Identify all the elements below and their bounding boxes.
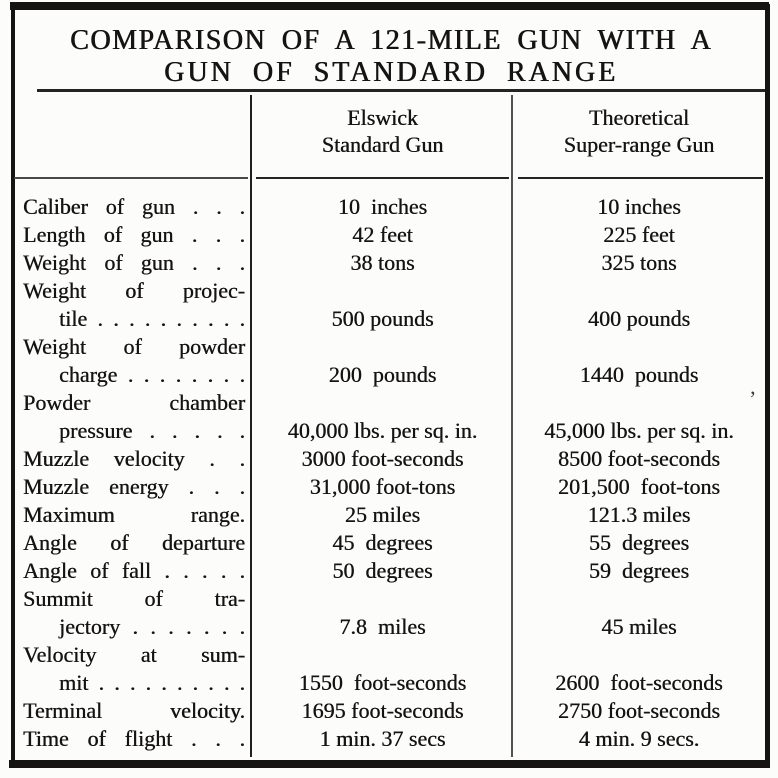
super-range-gun-value: 1440 pounds xyxy=(579,362,699,387)
standard-gun-value: 200 pounds xyxy=(328,362,437,387)
row-label-line: charge . . . . . . . . xyxy=(59,362,245,387)
row-label xyxy=(15,641,252,697)
row-label-line: tile . . . . . . . . . . xyxy=(59,306,245,331)
super-range-gun-value: 8500 foot-seconds xyxy=(558,446,720,471)
table-row xyxy=(15,193,765,221)
super-range-gun-value: 55 degrees xyxy=(588,530,690,555)
row-label-line: mit . . . . . . . . . . xyxy=(59,670,245,695)
super-range-gun-value: 10 inches xyxy=(597,194,681,219)
table-title-line2: GUN OF STANDARD RANGE xyxy=(163,57,619,88)
row-label-line: jectory . . . . . . . xyxy=(59,614,245,639)
row-label-line: pressure . . . . . xyxy=(59,418,245,443)
table-row xyxy=(15,641,765,697)
table-row xyxy=(15,697,765,725)
standard-gun-value: 3000 foot-seconds xyxy=(301,446,464,471)
row-label-line: Weight of powder xyxy=(23,334,245,359)
row-label xyxy=(15,193,252,221)
row-label xyxy=(15,445,252,473)
row-label-line: Velocity at sum- xyxy=(23,642,245,667)
row-label xyxy=(15,725,252,753)
table-row xyxy=(15,333,765,389)
header-underline-label-column xyxy=(14,177,248,179)
row-label xyxy=(15,585,252,641)
row-label-line: Weight of projec- xyxy=(23,278,245,303)
row-label xyxy=(15,501,252,529)
row-label-line: Powder chamber xyxy=(23,390,245,415)
standard-gun-value: 25 miles xyxy=(344,502,421,527)
row-label xyxy=(15,277,252,333)
super-range-gun-value: 45 miles xyxy=(601,614,677,639)
standard-gun-value: 40,000 lbs. per sq. in. xyxy=(287,418,478,443)
standard-gun-value: 500 pounds xyxy=(331,306,434,331)
table-row xyxy=(15,501,765,529)
table-row xyxy=(15,529,765,557)
standard-gun-value: 38 tons xyxy=(350,250,415,275)
standard-gun-value: 1695 foot-seconds xyxy=(301,698,464,723)
scan-artifact-mark: ’ xyxy=(749,386,757,411)
row-label xyxy=(15,249,252,277)
table-row xyxy=(15,557,765,585)
super-range-gun-value: 59 degrees xyxy=(588,558,690,583)
frame-border-top xyxy=(10,2,769,10)
row-label-line: Weight of gun . . . xyxy=(23,250,245,275)
frame-border-bottom xyxy=(9,760,770,768)
frame-border-right xyxy=(765,4,770,762)
table-row xyxy=(15,389,765,445)
row-label-line: Angle of fall . . . . . xyxy=(23,558,245,583)
row-label-line: Length of gun . . . xyxy=(23,222,245,247)
standard-gun-value: 10 inches xyxy=(337,194,428,219)
table-row xyxy=(15,277,765,333)
header-underline-standard-column xyxy=(256,177,509,179)
standard-gun-value: 1550 foot-seconds xyxy=(298,670,467,695)
row-label-line: Maximum range. xyxy=(23,502,245,527)
row-label-line: Summit of tra- xyxy=(23,586,245,611)
row-label xyxy=(15,697,252,725)
row-label-line: Caliber of gun . . . xyxy=(23,194,245,219)
row-label xyxy=(15,557,252,585)
table-row xyxy=(15,445,765,473)
super-range-gun-value: 325 tons xyxy=(601,250,677,275)
super-range-gun-value: 225 feet xyxy=(603,222,675,247)
header-underline-super-column xyxy=(518,177,763,179)
standard-gun-value: 1 min. 37 secs xyxy=(319,726,446,751)
standard-gun-value: 50 degrees xyxy=(332,558,433,583)
table-title-line1: COMPARISON OF A 121-MILE GUN WITH A xyxy=(69,25,713,56)
column-header-super-range-gun xyxy=(513,104,765,158)
super-range-gun-value: 4 min. 9 secs. xyxy=(578,726,700,751)
super-range-gun-value: 201,500 foot-tons xyxy=(558,474,720,499)
super-range-gun-value: 2600 foot-seconds xyxy=(555,670,723,695)
title-underline-rule xyxy=(37,89,765,92)
table-row xyxy=(15,473,765,501)
column-header-standard-line2: Standard Gun xyxy=(321,132,444,157)
column-header-super-line1: Theoretical xyxy=(588,105,690,130)
table-row xyxy=(15,221,765,249)
standard-gun-value: 42 feet xyxy=(352,222,413,247)
standard-gun-value: 45 degrees xyxy=(332,530,433,555)
table-body xyxy=(15,193,765,753)
super-range-gun-value: 45,000 lbs. per sq. in. xyxy=(544,418,734,443)
table-row xyxy=(15,725,765,753)
super-range-gun-value: 400 pounds xyxy=(587,306,691,331)
row-label xyxy=(15,389,252,445)
standard-gun-value: 31,000 foot-tons xyxy=(309,474,456,499)
row-label-line: Angle of departure xyxy=(23,530,245,555)
table-title xyxy=(22,25,760,89)
row-label-line: Terminal velocity. xyxy=(23,698,245,723)
row-label xyxy=(15,333,252,389)
table-row xyxy=(15,585,765,641)
super-range-gun-value: 121.3 miles xyxy=(587,502,691,527)
table-row xyxy=(15,249,765,277)
row-label-line: Muzzle velocity . . xyxy=(23,446,245,471)
column-header-standard-gun xyxy=(252,104,513,158)
column-header-super-line2: Super-range Gun xyxy=(563,132,715,157)
row-label-line: Muzzle energy . . . xyxy=(23,474,245,499)
row-label xyxy=(15,473,252,501)
super-range-gun-value: 2750 foot-seconds xyxy=(558,698,720,723)
column-header-standard-line1: Elswick xyxy=(347,105,418,130)
row-label-line: Time of flight . . . xyxy=(23,726,245,751)
row-label xyxy=(15,529,252,557)
standard-gun-value: 7.8 miles xyxy=(339,614,426,639)
row-label xyxy=(15,221,252,249)
